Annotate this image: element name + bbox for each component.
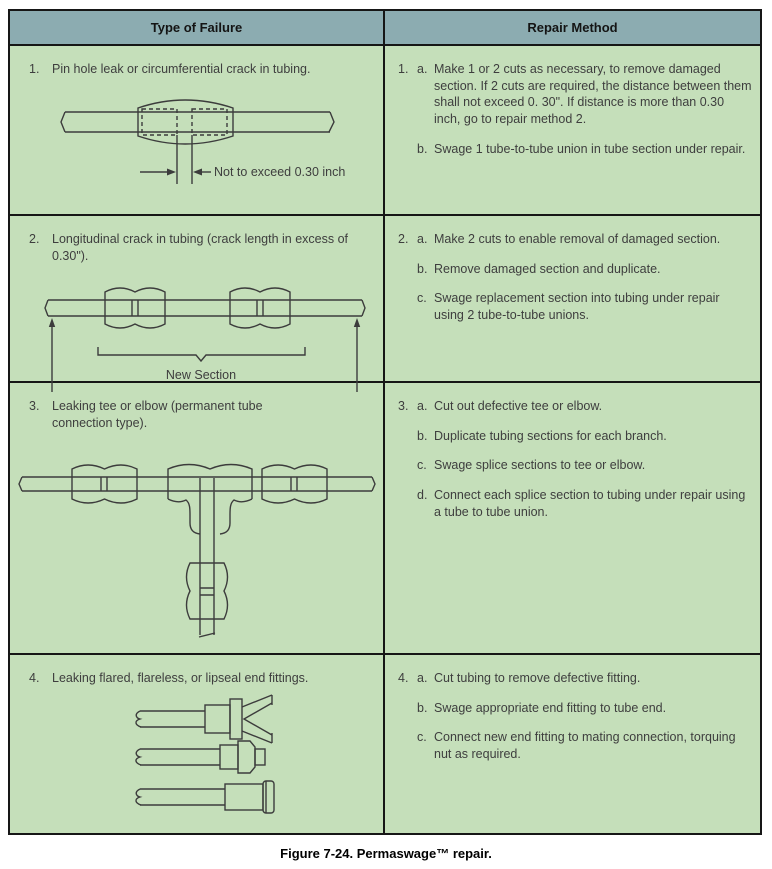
branch-tube-lines: [199, 478, 215, 637]
step-letter: c.: [417, 458, 427, 473]
step-letter: a.: [417, 232, 428, 246]
figure-caption: Figure 7-24. Permaswage™ repair.: [280, 846, 492, 861]
table-row: [10, 214, 760, 381]
step-text: Cut tubing to remove defective fitting.: [434, 671, 641, 685]
table-header-row: [10, 11, 760, 46]
repair-cell-3: [385, 383, 760, 653]
step-text: Duplicate tubing sections for each branch.: [434, 428, 667, 443]
failure-item: [10, 216, 383, 264]
table-row: [10, 46, 760, 214]
step-text: Swage splice sections to tee or elbow.: [434, 458, 646, 473]
repair-step: [398, 700, 752, 717]
failure-number: 2.: [29, 232, 40, 246]
union-left: [72, 465, 137, 503]
repair-number: 4.: [398, 671, 409, 685]
failure-number: 4.: [29, 671, 40, 685]
failure-item: [10, 383, 383, 431]
failure-text: Leaking flared, flareless, or lipseal end fittings.: [52, 671, 309, 685]
step-letter: d.: [417, 487, 428, 502]
new-section-bracket: [98, 347, 305, 382]
repair-number: 1.: [398, 62, 409, 76]
tee-body: [168, 465, 252, 535]
repair-step: [398, 457, 752, 474]
failure-text: Pin hole leak or circumferential crack in tubing.: [52, 62, 311, 76]
header-type-of-failure: Type of Failure: [10, 11, 385, 44]
repair-number: 3.: [398, 399, 409, 413]
tube-two-unions-diagram: [10, 270, 385, 392]
failure-item: [10, 46, 383, 78]
flared-end-fitting: [136, 695, 272, 743]
step-text: Make 2 cuts to enable removal of damaged section.: [434, 232, 721, 246]
failure-item: [10, 655, 383, 687]
step-text: Swage 1 tube-to-tube union in tube section under repair.: [434, 141, 746, 156]
cut-section-dashed-boxes: [142, 109, 227, 135]
tube-lines: [45, 300, 365, 316]
step-text: Cut out defective tee or elbow.: [434, 399, 603, 413]
dimension-label: Not to exceed 0.30 inch: [214, 164, 346, 179]
step-letter: a.: [417, 62, 428, 76]
repair-step: [398, 141, 752, 158]
union-left: [105, 288, 165, 328]
step-letter: a.: [417, 399, 428, 413]
repair-step: [398, 729, 752, 762]
union-right: [262, 465, 327, 503]
step-letter: b.: [417, 141, 428, 156]
end-fittings-diagram: [10, 693, 385, 825]
step-text: Make 1 or 2 cuts as necessary, to remove damaged section. If 2 cuts are required, the distance between them shall not exceed 0. 30". If distance is more than 0.30 inch, go to repair method 2.: [434, 62, 752, 126]
tube-union-diagram: [10, 84, 385, 202]
repair-step: [398, 398, 752, 415]
step-text: Connect each splice section to tubing under repair using a tube to tube union.: [434, 487, 746, 519]
new-section-label: New Section: [165, 368, 237, 382]
step-letter: b.: [417, 700, 428, 715]
repair-step: [398, 290, 752, 323]
repair-cell-1: [385, 46, 760, 214]
repair-number: 2.: [398, 232, 409, 246]
step-letter: b.: [417, 261, 428, 276]
failure-repair-table: [8, 9, 762, 835]
step-letter: c.: [417, 291, 427, 306]
dimension-callout: [140, 135, 345, 184]
failure-text: Longitudinal crack in tubing (crack length in excess of 0.30").: [52, 232, 348, 263]
step-text: Swage appropriate end fitting to tube end.: [434, 700, 667, 715]
repair-cell-4: [385, 655, 760, 833]
repair-cell-2: [385, 216, 760, 381]
step-text: Swage replacement section into tubing under repair using 2 tube-to-tube unions.: [434, 291, 720, 322]
step-letter: b.: [417, 428, 428, 443]
step-text: Connect new end fitting to mating connection, torquing nut as required.: [434, 730, 736, 761]
lipseal-end-fitting: [136, 781, 274, 813]
failure-cell-2: [10, 216, 385, 381]
branch-union: [187, 563, 228, 619]
repair-step: [398, 670, 752, 687]
repair-step: [398, 231, 752, 248]
table-row: [10, 653, 760, 833]
failure-cell-4: [10, 655, 385, 833]
failure-cell-1: [10, 46, 385, 214]
repair-step: [398, 428, 752, 445]
failure-cell-3: [10, 383, 385, 653]
failure-text: Leaking tee or elbow (permanent tube connection type).: [52, 399, 263, 430]
repair-step: [398, 61, 752, 128]
step-letter: c.: [417, 730, 427, 745]
repair-step: [398, 261, 752, 278]
failure-number: 3.: [29, 399, 40, 413]
header-repair-method: Repair Method: [527, 20, 618, 35]
step-text: Remove damaged section and duplicate.: [434, 261, 661, 276]
table-row: [10, 381, 760, 653]
tube-lines: [61, 112, 334, 132]
failure-number: 1.: [29, 62, 40, 76]
swaged-union-outline: [138, 100, 233, 144]
flareless-end-fitting: [136, 741, 265, 773]
union-right: [230, 288, 290, 328]
repair-step: [398, 487, 752, 520]
step-letter: a.: [417, 671, 428, 685]
tee-fitting-diagram: [10, 437, 385, 647]
